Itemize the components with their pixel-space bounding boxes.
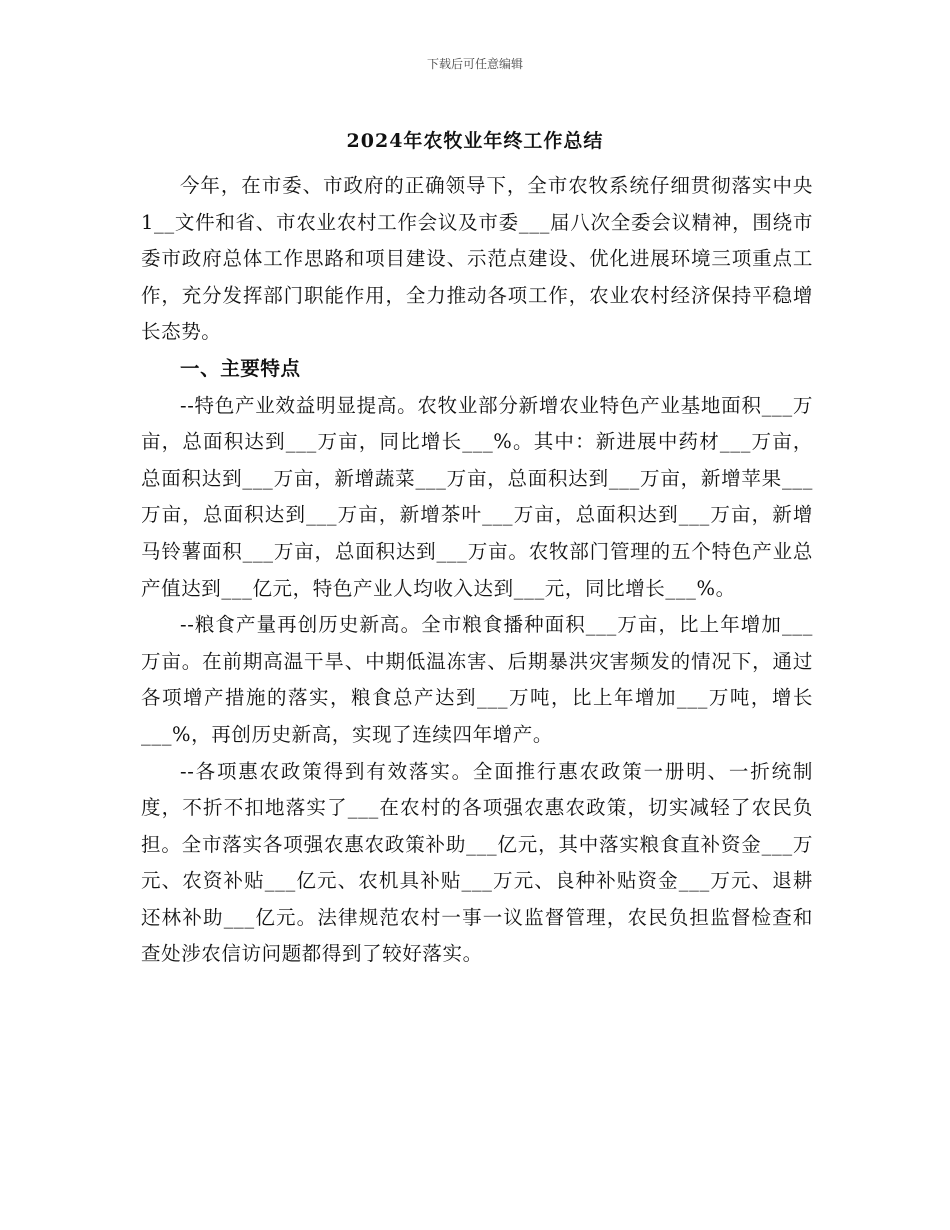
- policy-paragraph: --各项惠农政策得到有效落实。全面推行惠农政策一册明、一折统制度，不折不扣地落实了___在农村的各项强农惠农政策，切实减轻了农民负担。全市落实各项强农惠农政策补助___亿元，其中落实粮食直补资金___万元、农资补贴___亿元、农机具补贴___万元、良种补贴资金___万元、退耕还林补助___亿元。法律规范农村一事一议监督管理，农民负担监督检查和查处涉农信访问题都得到了较好落实。: [141, 759, 813, 966]
- intro-paragraph: 今年，在市委、市政府的正确领导下，全市农牧系统仔细贯彻落实中央1__文件和省、市农业农村工作会议及市委___届八次全委会议精神，围绕市委市政府总体工作思路和项目建设、示范点建设、优化进展环境三项重点工作，充分发挥部门职能作用，全力推动各项工作，农业农村经济保持平稳增长态势。: [141, 174, 813, 344]
- document-body: [141, 168, 813, 973]
- section-heading: 一、主要特点: [180, 356, 301, 380]
- grain-paragraph: --粮食产量再创历史新高。全市粮食播种面积___万亩，比上年增加___万亩。在前期高温干旱、中期低温冻害、后期暴洪灾害频发的情况下，通过各项增产措施的落实，粮食总产达到___万吨，比上年增加___万吨，增长___%，再创历史新高，实现了连续四年增产。: [141, 613, 813, 746]
- document-title: 2024年农牧业年终工作总结: [346, 130, 604, 152]
- page-header-note: 下载后可任意编辑: [426, 57, 523, 71]
- features-paragraph: --特色产业效益明显提高。农牧业部分新增农业特色产业基地面积___万亩，总面积达到___万亩，同比增长___%。其中：新进展中药材___万亩，总面积达到___万亩，新增蔬菜___万亩，总面积达到___万亩，新增苹果___万亩，总面积达到___万亩，新增茶叶___万亩，总面积达到___万亩，新增马铃薯面积___万亩，总面积达到___万亩。农牧部门管理的五个特色产业总产值达到___亿元，特色产业人均收入达到___元，同比增长___%。: [141, 393, 813, 600]
